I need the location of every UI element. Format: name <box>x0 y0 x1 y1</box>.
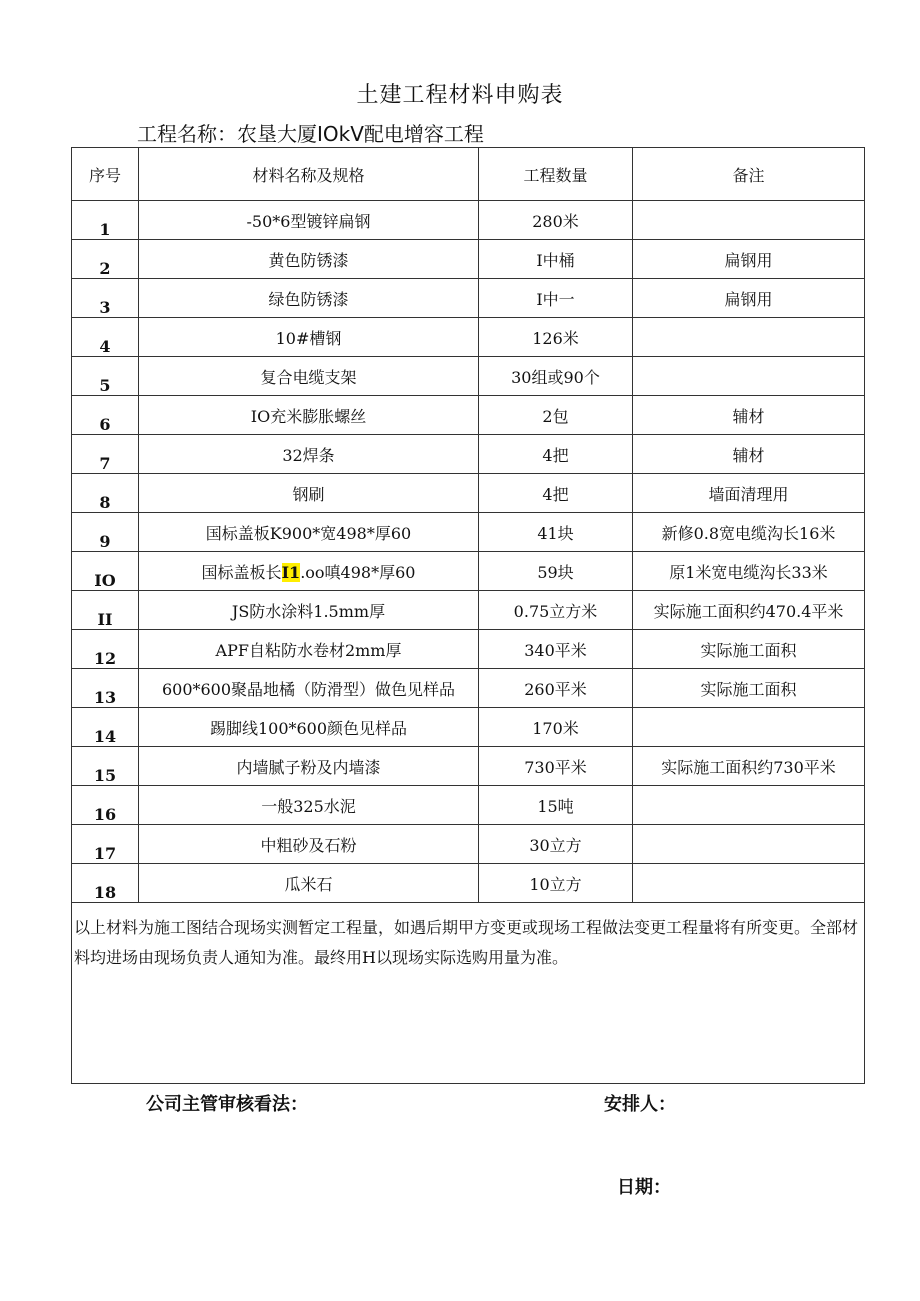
header-no: 序号 <box>72 148 139 201</box>
quantity: 4把 <box>479 474 633 513</box>
quantity: 730平米 <box>479 747 633 786</box>
quantity: 2包 <box>479 396 633 435</box>
quantity: 260平米 <box>479 669 633 708</box>
table-row <box>72 513 865 552</box>
table-row <box>72 201 865 240</box>
table-row <box>72 630 865 669</box>
table-row <box>72 396 865 435</box>
row-number: 12 <box>72 630 139 669</box>
table-row <box>72 825 865 864</box>
quantity: 0.75立方米 <box>479 591 633 630</box>
material-name: JS防水涂料1.5mm厚 <box>139 591 479 630</box>
table-row <box>72 279 865 318</box>
remark: 辅材 <box>633 396 865 435</box>
highlighted-text: I1 <box>281 562 301 582</box>
row-number: 14 <box>72 708 139 747</box>
quantity: 59块 <box>479 552 633 591</box>
material-name: 瓜米石 <box>139 864 479 903</box>
quantity: I中桶 <box>479 240 633 279</box>
table-row <box>72 552 865 591</box>
row-number: 3 <box>72 279 139 318</box>
row-number: II <box>72 591 139 630</box>
remark <box>633 357 865 396</box>
project-label: 工程名称： <box>137 122 237 146</box>
table-row <box>72 786 865 825</box>
material-name: 国标盖板K900*宽498*厚60 <box>139 513 479 552</box>
row-number: 9 <box>72 513 139 552</box>
project-name: 农垦大厦IOkV配电增容工程 <box>237 122 484 146</box>
remark: 扁钢用 <box>633 240 865 279</box>
remark: 实际施工面积约730平米 <box>633 747 865 786</box>
header-qty: 工程数量 <box>479 148 633 201</box>
material-name: 一般325水泥 <box>139 786 479 825</box>
row-number: 8 <box>72 474 139 513</box>
quantity: 340平米 <box>479 630 633 669</box>
quantity: 41块 <box>479 513 633 552</box>
remark <box>633 708 865 747</box>
row-number: IO <box>72 552 139 591</box>
quantity: 280米 <box>479 201 633 240</box>
material-name: 32焊条 <box>139 435 479 474</box>
table-row <box>72 357 865 396</box>
header-name: 材料名称及规格 <box>139 148 479 201</box>
row-number: 4 <box>72 318 139 357</box>
material-name: 内墙腻子粉及内墙漆 <box>139 747 479 786</box>
material-name: IO充米膨胀螺丝 <box>139 396 479 435</box>
row-number: 5 <box>72 357 139 396</box>
footnote-text: 以上材料为施工图结合现场实测暂定工程量，如遇后期甲方变更或现场工程做法变更工程量将有所变更。全部材料均进场由现场负责人通知为准。最终用H以现场实际选购用量为准。 <box>72 903 865 1084</box>
remark <box>633 825 865 864</box>
material-name: 钢刷 <box>139 474 479 513</box>
table-row <box>72 669 865 708</box>
footnote-row <box>72 903 865 1084</box>
quantity: 15吨 <box>479 786 633 825</box>
material-name-part: .oo嗔498*厚60 <box>300 562 416 582</box>
remark: 辅材 <box>633 435 865 474</box>
table-row <box>72 747 865 786</box>
header-note: 备注 <box>633 148 865 201</box>
material-name: 踢脚线100*600颜色见样品 <box>139 708 479 747</box>
remark: 墙面清理用 <box>633 474 865 513</box>
remark <box>633 318 865 357</box>
row-number: 2 <box>72 240 139 279</box>
material-name: -50*6型镀锌扁钢 <box>139 201 479 240</box>
material-name: APF自粘防水卷材2mm厚 <box>139 630 479 669</box>
row-number: 1 <box>72 201 139 240</box>
table-row <box>72 864 865 903</box>
date-label: 日期： <box>617 1177 671 1198</box>
material-table <box>71 147 865 1084</box>
remark: 扁钢用 <box>633 279 865 318</box>
quantity: I中一 <box>479 279 633 318</box>
page-title: 土建工程材料申购表 <box>356 83 564 108</box>
quantity: 170米 <box>479 708 633 747</box>
remark: 新修0.8宽电缆沟长16米 <box>633 513 865 552</box>
row-number: 17 <box>72 825 139 864</box>
quantity: 30立方 <box>479 825 633 864</box>
remark: 实际施工面积 <box>633 630 865 669</box>
material-name: 黄色防锈漆 <box>139 240 479 279</box>
table-row <box>72 435 865 474</box>
table-row <box>72 474 865 513</box>
table-row <box>72 708 865 747</box>
row-number: 15 <box>72 747 139 786</box>
remark: 实际施工面积 <box>633 669 865 708</box>
project-line <box>137 118 484 147</box>
row-number: 13 <box>72 669 139 708</box>
remark <box>633 786 865 825</box>
quantity: 10立方 <box>479 864 633 903</box>
material-name: 中粗砂及石粉 <box>139 825 479 864</box>
table-header-row <box>72 148 865 201</box>
remark: 实际施工面积约470.4平米 <box>633 591 865 630</box>
row-number: 7 <box>72 435 139 474</box>
row-number: 18 <box>72 864 139 903</box>
quantity: 30组或90个 <box>479 357 633 396</box>
remark <box>633 201 865 240</box>
material-name: 绿色防锈漆 <box>139 279 479 318</box>
remark: 原1米宽电缆沟长33米 <box>633 552 865 591</box>
quantity: 126米 <box>479 318 633 357</box>
table-row <box>72 591 865 630</box>
material-name-part: 国标盖板长 <box>201 562 282 582</box>
material-name: 600*600聚晶地橘（防滑型）做色见样品 <box>139 669 479 708</box>
quantity: 4把 <box>479 435 633 474</box>
material-name <box>139 552 479 591</box>
table-row <box>72 318 865 357</box>
arranger-label: 安排人： <box>604 1094 676 1115</box>
manager-approval-label: 公司主管审核看法： <box>146 1094 308 1115</box>
material-name: 10#槽钢 <box>139 318 479 357</box>
row-number: 6 <box>72 396 139 435</box>
table-row <box>72 240 865 279</box>
row-number: 16 <box>72 786 139 825</box>
material-name: 复合电缆支架 <box>139 357 479 396</box>
remark <box>633 864 865 903</box>
